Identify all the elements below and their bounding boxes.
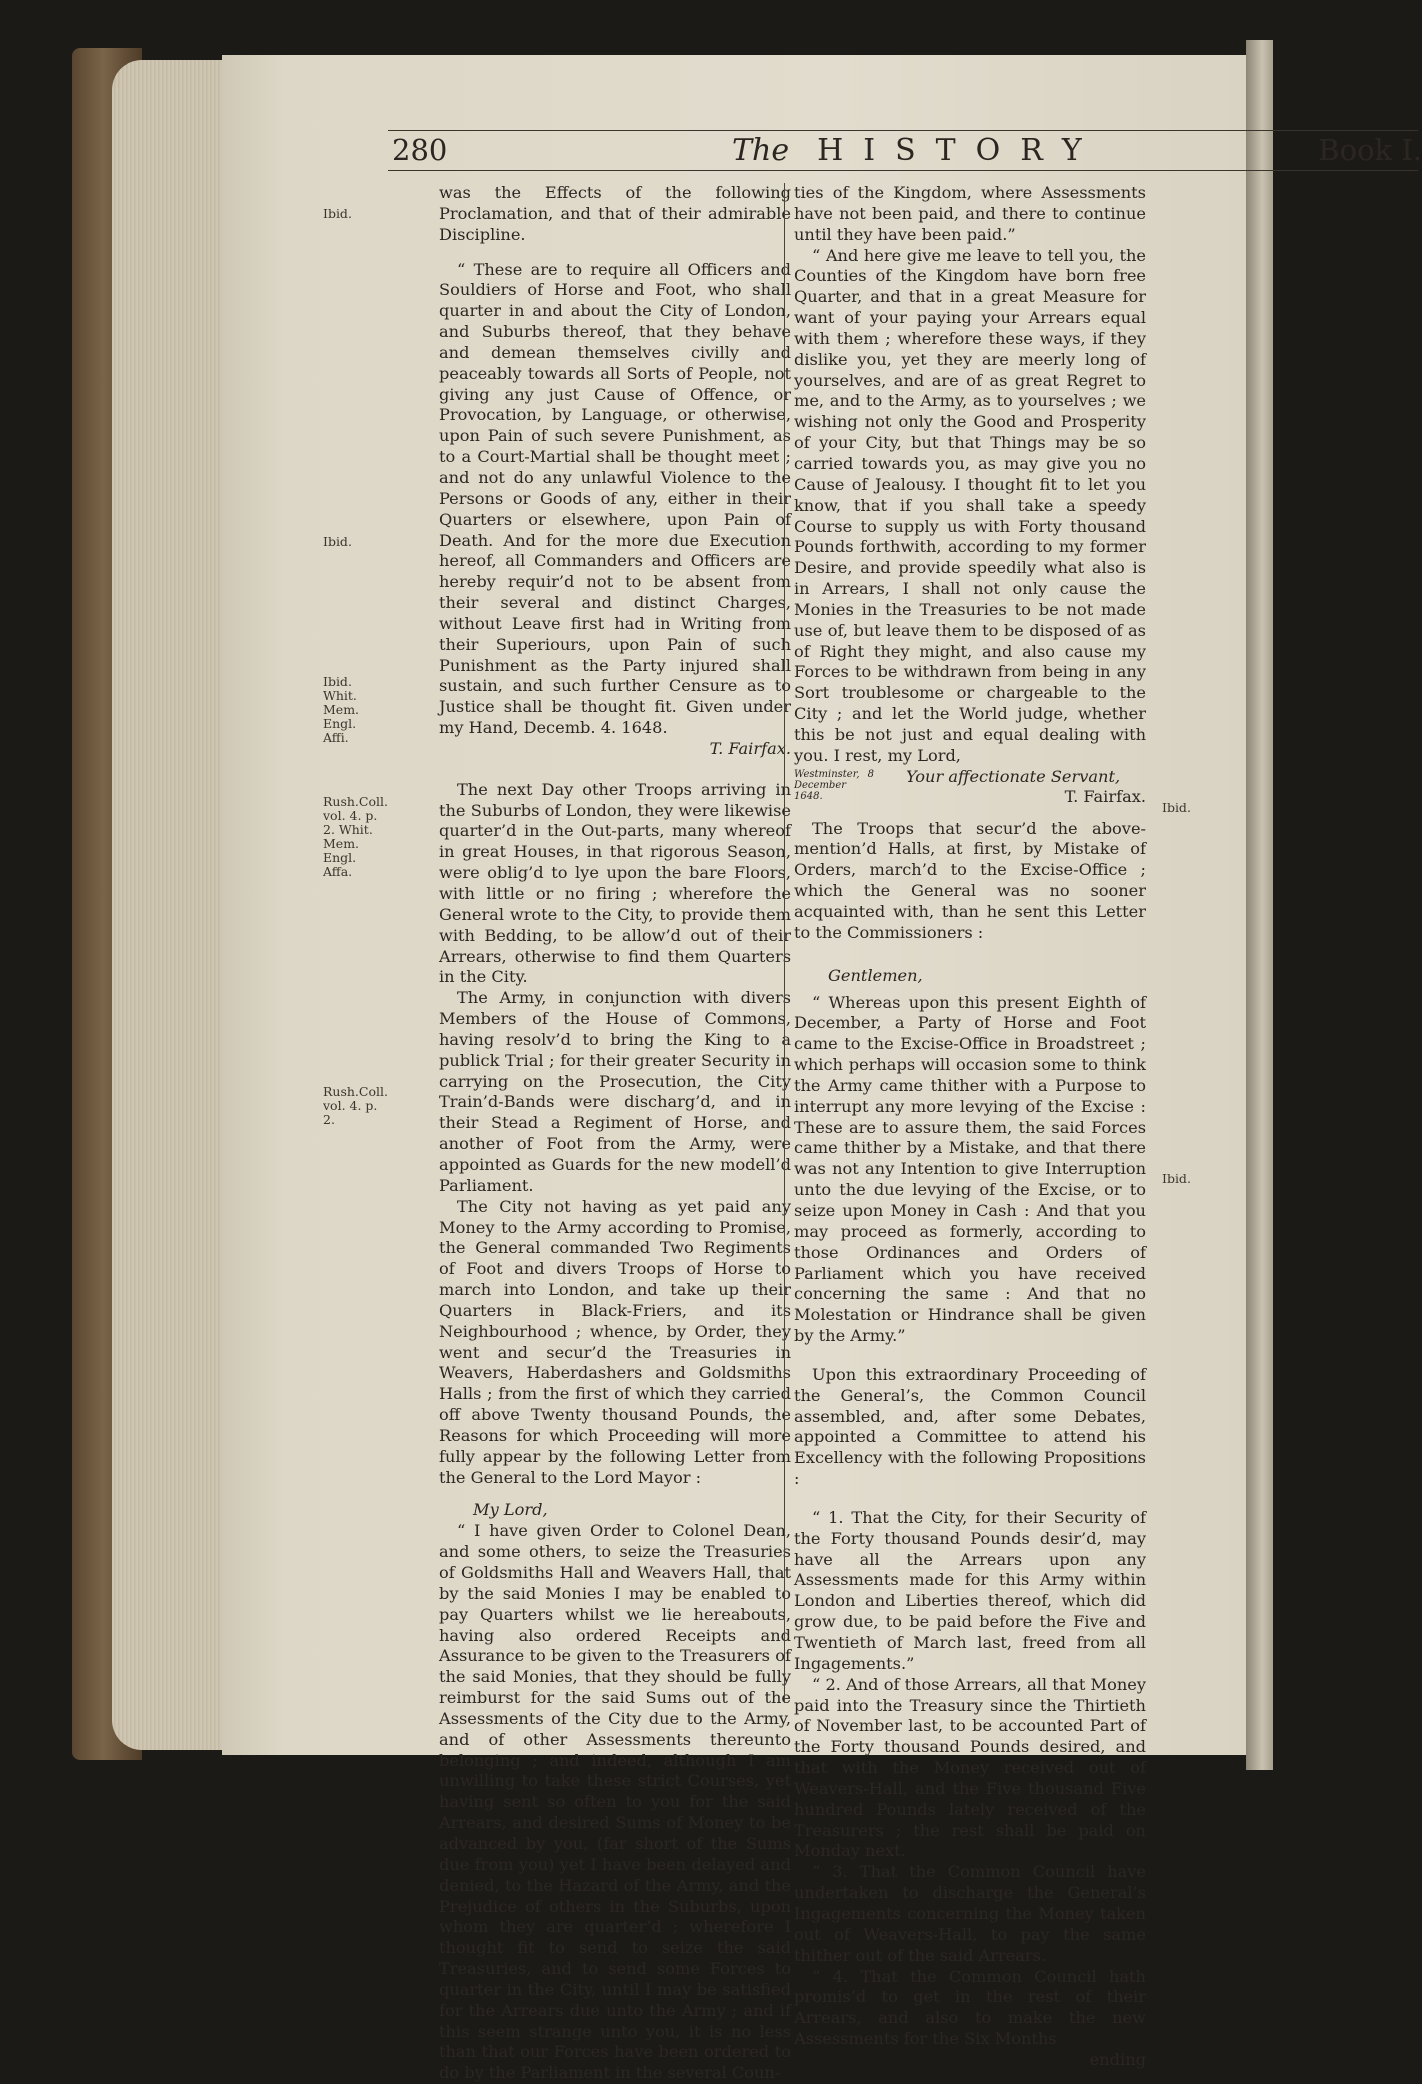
spacer [439,760,791,780]
catchword: ending [1089,2049,1146,2069]
spacer [794,1347,1146,1365]
paragraph: The City not having as yet paid any Money to the Army according to Promise, the General commanded Two Regiments of Foot and divers Troops of Horse to march into London, and take up their Quarters in Black-Friers, and its Neighbourhood ; whence, by Order, they went and secur’d the Treasuries in Weavers, Haberdashers and Goldsmiths Halls ; from the first of which they carried off above Twenty thousand Pounds, the Reasons for which Proceeding will more fully appear by the following Letter from the General to the Lord Mayor : [439,1196,791,1487]
spacer [794,944,1146,966]
margin-note-left-1: Ibid. [323,206,352,221]
margin-note-left-3: Ibid. Whit. Mem. Engl. Affi. [323,674,360,745]
margin-note-left-5: Rush.Coll. vol. 4. p. 2. [323,1084,388,1127]
book-page [222,55,1422,2083]
paragraph: “ I have given Order to Colonel Dean, and some others, to seize the Treasuries of Goldsmiths Hall and Weavers Hall, that by the said Monies I may be enabled to pay Quarters whilst we lie hereabouts, having also ordered Receipts and Assurance to be given to the Treasurers of the said Monies, that they should be fully reimburst for the said Sums out of the Assessments of the City due to the Army, and of other Assessments thereunto belonging ; and indeed, although I am unwilling to take these strict Courses, yet having sent so often to you for the said Arrears, and desired Sums of Money to be advanced by you, (far short of the Sums due from you) yet I have been delayed and denied, to the Hazard of the Army, and the Prejudice of others in the Suburbs, upon whom they are quarter’d ; wherefore I thought fit to send to seize the said Treasuries, and to send some Forces to quarter in the City, until I may be satisfied for the Arrears due unto the Army ; and if this seem strange unto you, it is no less than that our Forces have been ordered to do by the Parliament in the several Coun- [439,1521,791,2083]
margin-note-right-1: Ibid. [1162,800,1191,815]
paragraph: “ 3. That the Common Council have undertaken to discharge the General’s Ingagements concerning the Money taken out of Weavers-Hall, to pay the same thither out of the said Arrears. [794,1862,1146,1965]
paragraph: ties of the Kingdom, where Assessments have not been paid, and there to continue until they have been paid.” [794,183,1146,244]
signature: T. Fairfax. [1064,786,1146,806]
left-column [439,183,791,2084]
salutation: Gentlemen, [828,965,923,985]
spacer [439,1488,791,1500]
salutation: My Lord, [473,1500,548,1520]
margin-note-right-2: Ibid. [1162,1171,1191,1186]
spacer [794,1490,1146,1508]
paragraph: “ 4. That the Common Council hath promis’d to get in the rest of their Arrears, and also to make the new Assessments for the Six Months [794,1966,1146,2049]
running-header [392,133,1422,169]
closing-phrase: Your affectionate Servant, [906,766,1121,786]
closing-date: Westminster, 8 December 1648. [794,768,874,802]
book-label: Book I. [1318,133,1422,167]
paragraph: “ And here give me leave to tell you, the Counties of the Kingdom have born free Quarter, and that in a great Measure for want of your paying your Arrears equal with them ; wherefore these ways, if they dislike you, yet they are meerly long of yourselves, and are of as great Regret to me, and to the Army, as to yourselves ; we wishing not only the Good and Prosperity of your City, but that Things may be so carried towards you, as may give you no Cause of Jealousy. I thought fit to let you know, that if you shall take a speedy Course to supply us with Forty thousand Pounds forthwith, according to my former Desire, and provide speedily what also is in Arrears, I shall not only cause the Monies in the Treasuries to be not made use of, but leave them to be disposed of as of Right they might, and also cause my Forces to be withdrawn from being in any Sort troublesome or chargeable to the City ; and let the World judge, whether this be not just and equal dealing with you. I rest, my Lord, [794,245,1146,765]
letter-closing [794,767,1146,809]
paragraph: “ These are to require all Officers and Souldiers of Horse and Foot, who shall quarter in and about the City of London, and Suburbs thereof, that they behave and demean themselves civilly and peaceably towards all Sorts of People, not giving any just Cause of Offence, or Provocation, by Language, or otherwise, upon Pain of such severe Punishment, as to a Court-Martial shall be thought meet ; and not do any unlawful Violence to the Persons or Goods of any, either in their Quarters or elsewhere, upon Pain of Death. And for the more due Execution hereof, all Commanders and Officers are hereby requir’d not to be absent from their several and distinct Charges, without Leave first had in Writing from their Superiours, upon Pain of such Punishment as the Party injured shall sustain, and such further Censure as to Justice shall be thought fit. Given under my Hand, Decemb. 4. 1648. [439,259,791,738]
column-divider [784,183,785,1703]
right-column [794,183,1146,2071]
page-edges [112,60,227,1750]
running-title [732,133,1102,168]
signature: T. Fairfax. [709,738,791,758]
facing-page-edge [1246,40,1273,1770]
paragraph: “ 2. And of those Arrears, all that Money paid into the Treasury since the Thirtieth of November last, to be accounted Part of the Forty thousand Pounds desired, and that with the Money received out of Weavers-Hall, and the Five thousand Five hundred Pounds lately received of the Treasurers ; the rest shall be paid on Monday next. [794,1674,1146,1861]
spacer [794,809,1146,819]
header-rule-top [388,130,1418,131]
paragraph: “ 1. That the City, for their Security of the Forty thousand Pounds desir’d, may have all the Arrears upon any Assessments made for this Army within London and Liberties thereof, which did grow due, to be paid before the Five and Twentieth of March last, freed from all Ingagements.” [794,1507,1146,1673]
page-number: 280 [392,133,448,167]
paragraph: Upon this extraordinary Proceeding of the General’s, the Common Council assembled, and, after some Debates, appointed a Committee to attend his Excellency with the following Propositions : [794,1364,1146,1489]
spacer [439,246,791,260]
running-title-the: The [732,133,790,168]
paragraph: The Troops that secur’d the above-mention’d Halls, at first, by Mistake of Orders, march’d to the Excise-Office ; which the General was no sooner acquainted with, than he sent this Letter to the Commissioners : [794,818,1146,942]
paragraph: The next Day other Troops arriving in the Suburbs of London, they were likewise quarter’d in the Out-parts, many whereof in great Houses, in that rigorous Season, were oblig’d to lye upon the bare Floors, with little or no firing ; wherefore the General wrote to the City, to provide them with Bedding, to be allow’d out of their Arrears, otherwise to find them Quarters in the City. [439,779,791,987]
margin-note-left-2: Ibid. [323,534,352,549]
running-title-main: HISTORY [817,133,1102,168]
paragraph: was the Effects of the following Proclamation, and that of their admirable Discipline. [439,183,791,244]
paragraph: The Army, in conjunction with divers Members of the House of Commons, having resolv’d to bring the King to a publick Trial ; for their greater Security in carrying on the Prosecution, the City Train’d-Bands were discharg’d, and in their Stead a Regiment of Horse, and another of Foot from the Army, were appointed as Guards for the new modell’d Parliament. [439,988,791,1195]
margin-note-left-4: Rush.Coll. vol. 4. p. 2. Whit. Mem. Engl. Affa. [323,794,388,879]
paragraph: “ Whereas upon this present Eighth of December, a Party of Horse and Foot came to the Excise-Office in Broadstreet ; which perhaps will occasion some to think the Army came thither with a Purpose to interrupt any more levying of the Excise : These are to assure them, the said Forces came thither by a Mistake, and that there was not any Intention to give Interruption unto the due levying of the Excise, or to seize upon Money in Cash : And that you may proceed as formerly, according to those Ordinances and Orders of Parliament which you have received concerning the same : And that no Molestation or Hindrance shall be given by the Army.” [794,992,1146,1346]
header-rule-bottom [388,170,1418,171]
